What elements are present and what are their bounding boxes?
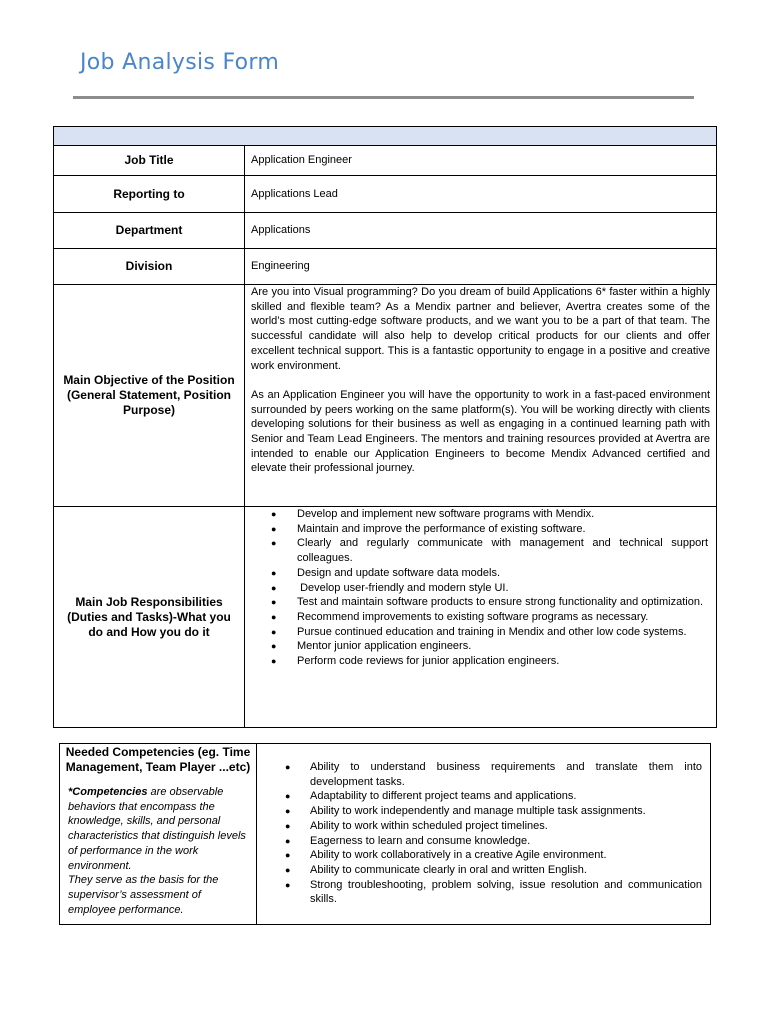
- list-item: ● Ability to work collaboratively in a creative Agile environment.: [310, 848, 702, 863]
- list-item: ● Strong troubleshooting, problem solving, issue resolution and communication skills.: [310, 878, 702, 907]
- list-item: ● Perform code reviews for junior application engineers.: [297, 654, 708, 669]
- job-title-label: Job Title: [54, 146, 245, 176]
- list-item: ● Eagerness to learn and consume knowledge.: [310, 834, 702, 849]
- list-item: ● Develop user-friendly and modern style UI.: [297, 581, 708, 596]
- responsibilities-label: Main Job Responsibilities (Duties and Tasks)-What you do and How you do it: [54, 507, 245, 728]
- list-item: ● Ability to communicate clearly in oral and written English.: [310, 863, 702, 878]
- list-item: ● Test and maintain software products to ensure strong functionality and optimization.: [297, 595, 708, 610]
- list-item: ● Clearly and regularly communicate with management and technical support colleagues.: [297, 536, 708, 565]
- table-header-band: [54, 127, 717, 146]
- department-label: Department: [54, 213, 245, 249]
- objective-value: [245, 285, 717, 507]
- responsibilities-list: [245, 507, 716, 669]
- competencies-label: Needed Competencies (eg. Time Management, Team Player ...etc): [65, 745, 251, 774]
- department-value: Applications: [245, 213, 717, 249]
- reporting-value: Applications Lead: [245, 176, 717, 213]
- competencies-definition: [60, 785, 256, 917]
- list-item: ● Recommend improvements to existing software programs as necessary.: [297, 610, 708, 625]
- list-item: ● Design and update software data models.: [297, 566, 708, 581]
- division-label: Division: [54, 249, 245, 285]
- competencies-list: [257, 760, 710, 907]
- objective-paragraph-1: Are you into Visual programming? Do you dream of build Applications 6* faster within a highly skilled and flexible team? As a Mendix partner and believer, Avertra creates some of the world’s most cutting-edge software products, and we want you to be a part of that team. The successful candidate will also help to develop critical products for our clients and offer excellent technical support. This is a fantastic opportunity to engage in a positive and creative work environment.: [251, 286, 710, 372]
- competencies-row: [60, 744, 711, 925]
- list-item: ● Mentor junior application engineers.: [297, 639, 708, 654]
- job-details-table: [53, 126, 717, 728]
- reporting-row: [54, 176, 717, 213]
- list-item: ● Maintain and improve the performance of existing software.: [297, 522, 708, 537]
- division-row: [54, 249, 717, 285]
- objective-row: [54, 285, 717, 507]
- list-item: ● Pursue continued education and training in Mendix and other low code systems.: [297, 625, 708, 640]
- reporting-label: Reporting to: [54, 176, 245, 213]
- page-title: Job Analysis Form: [80, 50, 280, 75]
- department-row: [54, 213, 717, 249]
- competencies-value: [257, 744, 711, 925]
- competencies-definition-text: are observable behaviors that encompass the knowledge, skills, and personal characteristics that distinguish levels of performance in the work environment.: [68, 786, 246, 872]
- competencies-table: [59, 743, 711, 925]
- responsibilities-value: [245, 507, 717, 728]
- title-divider: [73, 96, 694, 99]
- list-item: ● Adaptability to different project teams and applications.: [310, 789, 702, 804]
- job-title-value: Application Engineer: [245, 146, 717, 176]
- list-item: ● Ability to understand business requirements and translate them into development tasks.: [310, 760, 702, 789]
- list-item: ● Ability to work within scheduled project timelines.: [310, 819, 702, 834]
- competencies-definition-text-2: They serve as the basis for the supervisor’s assessment of employee performance.: [68, 874, 219, 916]
- division-value: Engineering: [245, 249, 717, 285]
- competencies-label-cell: [60, 744, 257, 925]
- list-item: ● Ability to work independently and manage multiple task assignments.: [310, 804, 702, 819]
- list-item: ● Develop and implement new software programs with Mendix.: [297, 507, 708, 522]
- job-title-row: [54, 146, 717, 176]
- objective-label: Main Objective of the Position (General Statement, Position Purpose): [54, 285, 245, 507]
- responsibilities-row: [54, 507, 717, 728]
- objective-paragraph-2: As an Application Engineer you will have the opportunity to work in a fast-paced environment surrounded by peers working on the same platform(s). You will be working directly with clients developing solutions for their business as well as engaging in a continued learning path with Senior and Team Lead Engineers. The mentors and training resources provided at Avertra are intended to enable our Application Engineers to become Mendix Advanced certified and elevate their professional journey.: [251, 388, 710, 475]
- competencies-keyword: *Competencies: [68, 786, 148, 798]
